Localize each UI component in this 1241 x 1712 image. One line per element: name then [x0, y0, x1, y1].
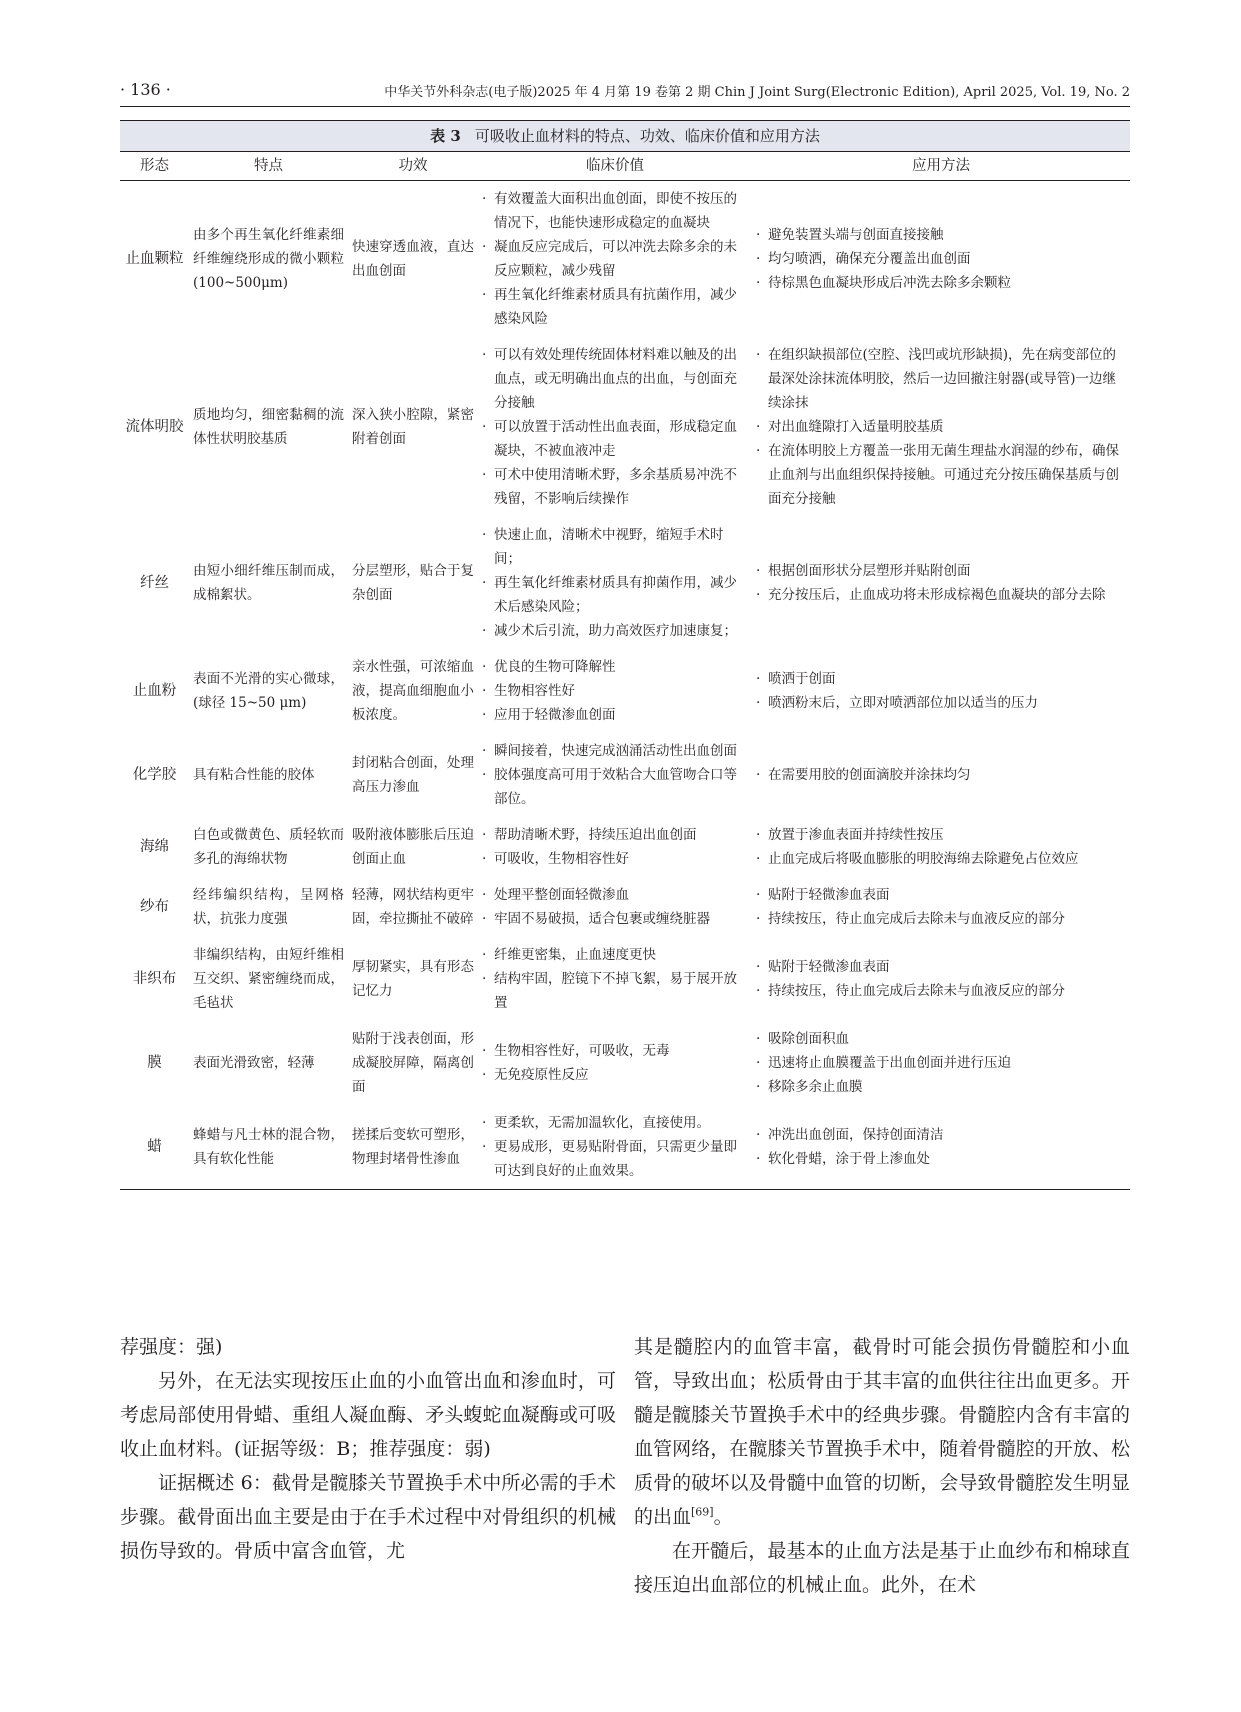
cell-application-method — [752, 517, 1130, 649]
bullet-item: · 在需要用胶的创面滴胶并涂抹均匀 — [756, 763, 1126, 787]
bullet-list — [482, 1039, 748, 1087]
cell-feature: 由短小细纤维压制而成，成棉絮状。 — [193, 563, 344, 603]
cell-application-method — [752, 937, 1130, 1021]
table-row — [120, 733, 1130, 817]
bullet-list — [482, 343, 748, 511]
bullet-item: · 凝血反应完成后，可以冲洗去除多余的未反应颗粒，减少残留 — [482, 235, 748, 283]
cell-application-method — [752, 733, 1130, 817]
bullet-item: · 可吸收，生物相容性好 — [482, 847, 748, 871]
bullet-list — [756, 1123, 1126, 1171]
cell-feature: 白色或微黄色、质轻软而多孔的海绵状物 — [193, 827, 344, 867]
bullet-item: · 对出血缝隙打入适量明胶基质 — [756, 415, 1126, 439]
cell-form: 化学胶 — [132, 767, 177, 783]
cell-clinical-value — [478, 649, 752, 733]
bullet-item: · 瞬间接着，快速完成汹涌活动性出血创面 — [482, 739, 748, 763]
table-caption — [120, 120, 1130, 151]
paragraph: 另外，在无法实现按压止血的小血管出血和渗血时，可考虑局部使用骨蜡、重组人凝血酶、矛头蝮蛇血凝酶或可吸收止血材料。(证据等级：B；推荐强度：弱) — [120, 1370, 616, 1460]
bullet-list — [482, 823, 748, 871]
cell-clinical-value — [478, 1021, 752, 1105]
cell-efficacy: 亲水性强，可浓缩血液，提高血细胞血小板浓度。 — [352, 659, 474, 723]
cell-application-method — [752, 877, 1130, 937]
cell-form: 蜡 — [147, 1139, 162, 1155]
cell-form: 纤丝 — [140, 575, 169, 591]
bullet-list — [482, 739, 748, 811]
cell-efficacy: 深入狭小腔隙，紧密附着创面 — [352, 407, 474, 447]
cell-application-method — [752, 649, 1130, 733]
bullet-item: · 吸除创面积血 — [756, 1027, 1126, 1051]
body-column-left — [120, 1330, 616, 1568]
cell-feature: 表面不光滑的实心微球，(球径 15~50 μm) — [193, 671, 344, 711]
bullet-item: · 贴附于轻微渗血表面 — [756, 883, 1126, 907]
paragraph-end: 。 — [713, 1506, 733, 1528]
bullet-item: · 生物相容性好 — [482, 679, 748, 703]
cell-form: 膜 — [147, 1055, 162, 1071]
table-header-row — [120, 152, 1130, 181]
paragraph — [634, 1330, 1130, 1534]
cell-efficacy: 搓揉后变软可塑形，物理封堵骨性渗血 — [352, 1127, 474, 1167]
bullet-item: · 持续按压，待止血完成后去除未与血液反应的部分 — [756, 979, 1126, 1003]
cell-efficacy: 贴附于浅表创面，形成凝胶屏障，隔离创面 — [352, 1031, 474, 1095]
table-row — [120, 877, 1130, 937]
bullet-item: · 再生氧化纤维素材质具有抑菌作用，减少术后感染风险； — [482, 571, 748, 619]
cell-clinical-value — [478, 733, 752, 817]
paragraph: 在开髓后，最基本的止血方法是基于止血纱布和棉球直接压迫出血部位的机械止血。此外，在术 — [634, 1540, 1130, 1596]
column-header: 临床价值 — [478, 152, 752, 181]
bullet-list — [482, 187, 748, 331]
bullet-item: · 可以放置于活动性出血表面，形成稳定血凝块，不被血液冲走 — [482, 415, 748, 463]
bullet-item: · 避免装置头端与创面直接接触 — [756, 223, 1126, 247]
bullet-item: · 放置于渗血表面并持续性按压 — [756, 823, 1126, 847]
body-column-right — [634, 1330, 1130, 1602]
table-body — [120, 181, 1130, 1190]
bullet-item: · 处理平整创面轻微渗血 — [482, 883, 748, 907]
bullet-list — [756, 667, 1126, 715]
column-header: 应用方法 — [752, 152, 1130, 181]
cell-application-method — [752, 1021, 1130, 1105]
cell-application-method — [752, 337, 1130, 517]
table-row — [120, 649, 1130, 733]
table-row — [120, 1021, 1130, 1105]
bullet-list — [756, 763, 1126, 787]
cell-form: 止血颗粒 — [125, 251, 184, 267]
bullet-item: · 在组织缺损部位(空腔、浅凹或坑形缺损)，先在病变部位的最深处涂抹流体明胶，然后一边回撤注射器(或导管)一边继续涂抹 — [756, 343, 1126, 415]
bullet-item: · 更易成形，更易贴附骨面，只需更少量即可达到良好的止血效果。 — [482, 1135, 748, 1183]
cell-form: 非织布 — [132, 971, 177, 987]
cell-feature: 非编织结构，由短纤维相互交织、紧密缠绕而成，毛毡状 — [193, 947, 344, 1011]
cell-form: 流体明胶 — [125, 419, 184, 435]
table-row — [120, 337, 1130, 517]
cell-application-method — [752, 1105, 1130, 1190]
cell-feature: 由多个再生氧化纤维素细纤维缠绕形成的微小颗粒(100~500μm) — [193, 227, 344, 291]
table-3 — [120, 120, 1130, 1190]
bullet-list — [756, 883, 1126, 931]
column-header: 功效 — [348, 152, 478, 181]
bullet-list — [482, 655, 748, 727]
bullet-item: · 结构牢固，腔镜下不掉飞絮，易于展开放置 — [482, 967, 748, 1015]
cell-feature: 蜂蜡与凡士林的混合物，具有软化性能 — [193, 1127, 344, 1167]
bullet-list — [756, 823, 1126, 871]
cell-feature: 表面光滑致密，轻薄 — [193, 1055, 315, 1071]
bullet-item: · 快速止血，清晰术中视野，缩短手术时间； — [482, 523, 748, 571]
bullet-list — [482, 523, 748, 643]
bullet-item: · 根据创面形状分层塑形并贴附创面 — [756, 559, 1126, 583]
cell-clinical-value — [478, 337, 752, 517]
cell-efficacy: 吸附液体膨胀后压迫创面止血 — [352, 827, 474, 867]
column-header: 形态 — [120, 152, 189, 181]
table-row — [120, 937, 1130, 1021]
cell-clinical-value — [478, 877, 752, 937]
bullet-item: · 持续按压，待止血完成后去除未与血液反应的部分 — [756, 907, 1126, 931]
bullet-item: · 喷洒于创面 — [756, 667, 1126, 691]
cell-efficacy: 分层塑形，贴合于复杂创面 — [352, 563, 474, 603]
table-label: 表 3 — [430, 127, 461, 145]
table-row — [120, 181, 1130, 338]
bullet-list — [482, 1111, 748, 1183]
bullet-list — [482, 943, 748, 1015]
citation-ref: [69] — [691, 1505, 714, 1519]
cell-feature: 具有粘合性能的胶体 — [193, 767, 315, 783]
bullet-item: · 均匀喷洒，确保充分覆盖出血创面 — [756, 247, 1126, 271]
cell-form: 纱布 — [140, 899, 169, 915]
journal-citation: 中华关节外科杂志(电子版)2025 年 4 月第 19 卷第 2 期 Chin J Joint Surg(Electronic Edition), April 2025, Vol. 19, No. 2 — [384, 85, 1130, 100]
cell-clinical-value — [478, 181, 752, 338]
bullet-item: · 更柔软，无需加温软化，直接使用。 — [482, 1111, 748, 1135]
bullet-list — [756, 223, 1126, 295]
cell-clinical-value — [478, 517, 752, 649]
bullet-list — [756, 955, 1126, 1003]
bullet-item: · 优良的生物可降解性 — [482, 655, 748, 679]
table-title: 可吸收止血材料的特点、功效、临床价值和应用方法 — [474, 127, 820, 145]
cell-clinical-value — [478, 817, 752, 877]
hemostatic-materials-table — [120, 151, 1130, 1190]
bullet-item: · 在流体明胶上方覆盖一张用无菌生理盐水润湿的纱布，确保止血剂与出血组织保持接触。可通过充分按压确保基质与创面充分接触 — [756, 439, 1126, 511]
running-header — [120, 80, 1130, 107]
bullet-item: · 帮助清晰术野，持续压迫出血创面 — [482, 823, 748, 847]
paragraph-text: 其是髓腔内的血管丰富，截骨时可能会损伤骨髓腔和小血管，导致出血；松质骨由于其丰富的血供往往出血更多。开髓是髋膝关节置换手术中的经典步骤。骨髓腔内含有丰富的血管网络，在髋膝关节置换手术中，随着骨髓腔的开放、松质骨的破坏以及骨髓中血管的切断，会导致骨髓腔发生明显的出血 — [634, 1336, 1130, 1528]
paragraph: 证据概述 6：截骨是髋膝关节置换手术中所必需的手术步骤。截骨面出血主要是由于在手术过程中对骨组织的机械损伤导致的。骨质中富含血管，尤 — [120, 1472, 616, 1562]
bullet-item: · 软化骨蜡，涂于骨上渗血处 — [756, 1147, 1126, 1171]
paragraph: 荐强度：强) — [120, 1336, 223, 1358]
bullet-item: · 牢固不易破损，适合包裹或缠绕脏器 — [482, 907, 748, 931]
cell-form: 海绵 — [140, 839, 169, 855]
bullet-item: · 可术中使用清晰术野，多余基质易冲洗不残留，不影响后续操作 — [482, 463, 748, 511]
bullet-item: · 再生氧化纤维素材质具有抗菌作用，减少感染风险 — [482, 283, 748, 331]
bullet-item: · 喷洒粉末后，立即对喷洒部位加以适当的压力 — [756, 691, 1126, 715]
page-number: · 136 · — [120, 80, 171, 99]
bullet-item: · 充分按压后，止血成功将未形成棕褐色血凝块的部分去除 — [756, 583, 1126, 607]
table-row — [120, 817, 1130, 877]
bullet-item: · 迅速将止血膜覆盖于出血创面并进行压迫 — [756, 1051, 1126, 1075]
bullet-item: · 止血完成后将吸血膨胀的明胶海绵去除避免占位效应 — [756, 847, 1126, 871]
bullet-item: · 减少术后引流，助力高效医疗加速康复； — [482, 619, 748, 643]
column-header: 特点 — [189, 152, 348, 181]
cell-application-method — [752, 817, 1130, 877]
bullet-item: · 应用于轻微渗血创面 — [482, 703, 748, 727]
bullet-list — [756, 559, 1126, 607]
cell-clinical-value — [478, 937, 752, 1021]
bullet-item: · 待棕黑色血凝块形成后冲洗去除多余颗粒 — [756, 271, 1126, 295]
bullet-item: · 移除多余止血膜 — [756, 1075, 1126, 1099]
bullet-item: · 生物相容性好，可吸收，无毒 — [482, 1039, 748, 1063]
cell-efficacy: 快速穿透血液，直达出血创面 — [352, 239, 474, 279]
table-row — [120, 517, 1130, 649]
bullet-item: · 无免疫原性反应 — [482, 1063, 748, 1087]
bullet-item: · 纤维更密集，止血速度更快 — [482, 943, 748, 967]
cell-form: 止血粉 — [132, 683, 177, 699]
cell-feature: 质地均匀，细密黏稠的流体性状明胶基质 — [193, 407, 344, 447]
bullet-list — [482, 883, 748, 931]
bullet-item: · 胶体强度高可用于效粘合大血管吻合口等部位。 — [482, 763, 748, 811]
bullet-item: · 冲洗出血创面，保持创面清洁 — [756, 1123, 1126, 1147]
bullet-list — [756, 1027, 1126, 1099]
bullet-item: · 可以有效处理传统固体材料难以触及的出血点，或无明确出血点的出血，与创面充分接触 — [482, 343, 748, 415]
cell-efficacy: 厚韧紧实，具有形态记忆力 — [352, 959, 474, 999]
cell-efficacy: 封闭粘合创面，处理高压力渗血 — [352, 755, 474, 795]
bullet-item: · 有效覆盖大面积出血创面，即使不按压的情况下，也能快速形成稳定的血凝块 — [482, 187, 748, 235]
cell-clinical-value — [478, 1105, 752, 1190]
cell-efficacy: 轻薄，网状结构更牢固，牵拉撕扯不破碎 — [352, 887, 474, 927]
bullet-item: · 贴附于轻微渗血表面 — [756, 955, 1126, 979]
bullet-list — [756, 343, 1126, 511]
cell-application-method — [752, 181, 1130, 338]
cell-feature: 经纬编织结构，呈网格状，抗张力度强 — [193, 887, 344, 927]
table-row — [120, 1105, 1130, 1190]
